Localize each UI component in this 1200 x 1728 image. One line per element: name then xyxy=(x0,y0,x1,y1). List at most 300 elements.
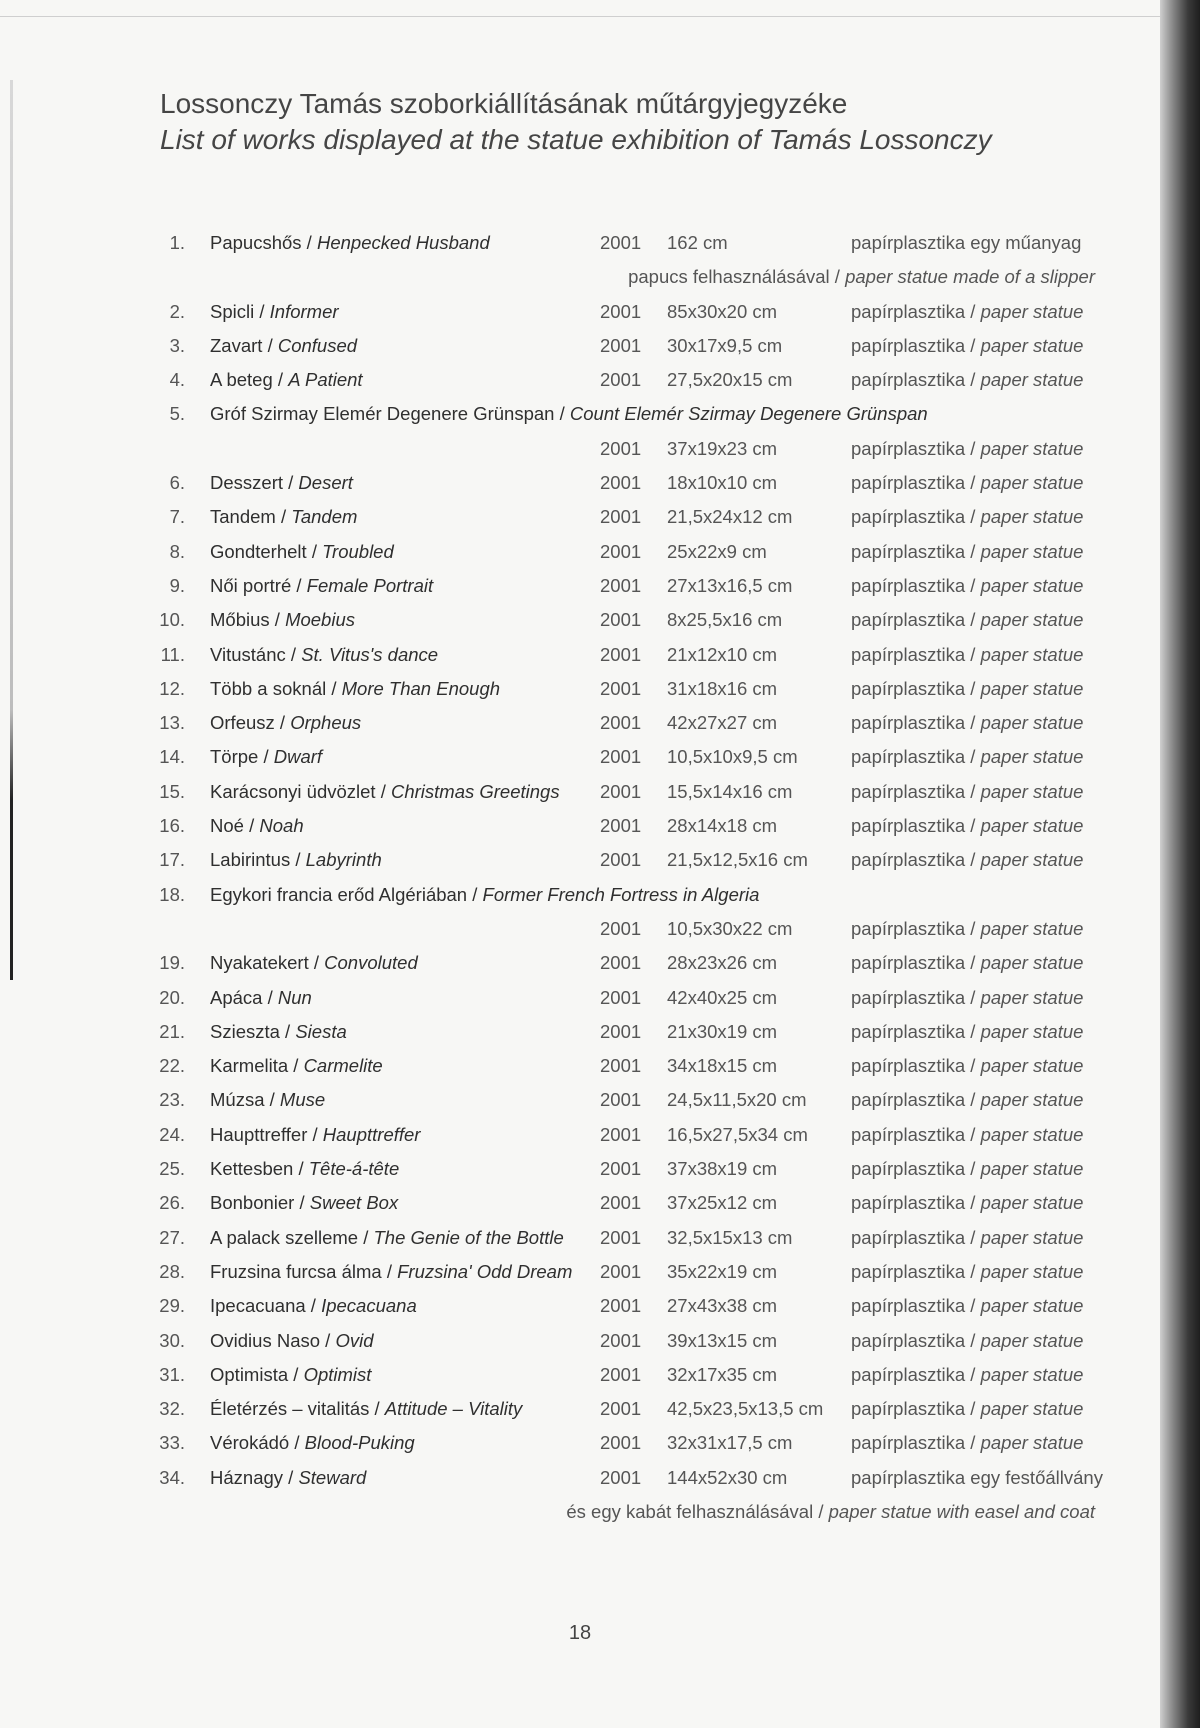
work-year: 2001 xyxy=(600,746,642,768)
work-dimensions: 162 cm xyxy=(667,232,728,253)
work-material: papírplasztika / paper statue xyxy=(851,677,1084,699)
work-material: papírplasztika / paper statue xyxy=(851,746,1084,768)
work-material: papírplasztika / paper statue xyxy=(851,780,1084,802)
work-row xyxy=(0,535,1160,569)
text-english: Troubled xyxy=(322,540,394,562)
text-english: Siesta xyxy=(295,1020,347,1042)
text-english: Labyrinth xyxy=(305,849,382,871)
work-material: papírplasztika / paper statue xyxy=(851,1123,1084,1145)
work-dimensions: 21x12x10 cm xyxy=(667,643,778,665)
work-row xyxy=(0,809,1160,843)
text-hungarian: Ovidius Naso xyxy=(210,1329,321,1351)
text-english: paper statue xyxy=(980,677,1084,699)
work-row xyxy=(0,1289,1160,1323)
work-title: Karmelita / Carmelite xyxy=(210,1055,383,1077)
work-dimensions: 10,5x10x9,5 cm xyxy=(667,746,798,768)
text-english: Ipecacuana xyxy=(321,1295,417,1317)
work-title: Múzsa / Muse xyxy=(210,1089,326,1111)
work-number: 16. xyxy=(159,815,185,837)
work-row xyxy=(0,295,1160,329)
text-hungarian: Gondterhelt xyxy=(210,540,307,562)
text-hungarian: A beteg xyxy=(210,369,273,391)
work-title: Ovidius Naso / Ovid xyxy=(210,1329,374,1351)
text-hungarian: papírplasztika xyxy=(851,369,966,391)
work-row-continued xyxy=(0,912,1160,946)
work-year: 2001 xyxy=(600,232,642,253)
work-year: 2001 xyxy=(600,1398,642,1420)
work-material: papírplasztika / paper statue xyxy=(851,574,1084,596)
text-english: paper statue xyxy=(980,1226,1084,1248)
text-english: paper statue xyxy=(980,369,1084,391)
work-year: 2001 xyxy=(600,952,642,974)
work-row xyxy=(0,569,1160,603)
work-dimensions: 21x30x19 cm xyxy=(667,1020,778,1042)
text-english: paper statue xyxy=(980,1158,1084,1180)
work-number: 34. xyxy=(159,1466,185,1488)
text-hungarian: papírplasztika xyxy=(851,677,966,699)
work-title: Fruzsina furcsa álma / Fruzsina' Odd Dream xyxy=(210,1260,573,1282)
work-material: papírplasztika / paper statue xyxy=(851,1398,1084,1420)
work-dimensions: 15,5x14x16 cm xyxy=(667,780,793,802)
text-hungarian: papírplasztika xyxy=(851,1398,966,1420)
work-row xyxy=(0,878,1160,912)
work-dimensions: 32,5x15x13 cm xyxy=(667,1226,793,1248)
work-year: 2001 xyxy=(600,986,642,1008)
text-english: Nun xyxy=(277,986,312,1008)
text-english: paper statue xyxy=(980,1123,1084,1145)
work-row xyxy=(0,1392,1160,1426)
work-dimensions: 32x31x17,5 cm xyxy=(667,1432,793,1454)
work-title: Tandem / Tandem xyxy=(210,506,358,528)
text-hungarian: Papucshős xyxy=(210,232,302,253)
work-dimensions: 34x18x15 cm xyxy=(667,1055,778,1077)
text-english: A Patient xyxy=(288,369,363,391)
title-hungarian: Lossonczy Tamás szoborkiállításának műtárgyjegyzéke xyxy=(160,88,848,119)
text-hungarian: papírplasztika xyxy=(851,1432,966,1454)
work-number: 20. xyxy=(159,986,185,1008)
text-english: Henpecked Husband xyxy=(316,232,490,253)
work-material: papírplasztika / paper statue xyxy=(851,1363,1084,1385)
text-english: paper statue xyxy=(980,609,1084,631)
work-row xyxy=(0,1255,1160,1289)
work-dimensions: 30x17x9,5 cm xyxy=(667,334,783,356)
text-english: paper statue xyxy=(980,746,1084,768)
text-hungarian: papírplasztika xyxy=(851,472,966,494)
work-number: 24. xyxy=(159,1123,185,1145)
work-material: papírplasztika / paper statue xyxy=(851,917,1084,939)
work-title: Kettesben / Tête-á-tête xyxy=(210,1158,400,1180)
work-row xyxy=(0,1358,1160,1392)
text-english: paper statue xyxy=(980,917,1084,939)
work-title: Bonbonier / Sweet Box xyxy=(210,1192,399,1214)
text-hungarian: Zavart xyxy=(210,334,263,356)
work-row xyxy=(0,638,1160,672)
text-english: Noah xyxy=(259,815,304,837)
text-english: Confused xyxy=(277,334,358,356)
text-english: paper statue xyxy=(980,472,1084,494)
text-hungarian: papírplasztika xyxy=(851,746,966,768)
text-hungarian: Fruzsina furcsa álma xyxy=(210,1260,382,1282)
text-english: paper statue xyxy=(980,1192,1084,1214)
work-dimensions: 144x52x30 cm xyxy=(667,1466,788,1488)
text-hungarian: Életérzés – vitalitás xyxy=(210,1398,370,1420)
work-dimensions: 24,5x11,5x20 cm xyxy=(667,1089,807,1111)
text-hungarian: Nyakatekert xyxy=(210,952,309,974)
work-dimensions: 37x38x19 cm xyxy=(667,1158,778,1180)
work-title: Ipecacuana / Ipecacuana xyxy=(210,1295,417,1317)
work-number: 28. xyxy=(159,1260,185,1282)
work-dimensions: 27x43x38 cm xyxy=(667,1295,778,1317)
work-year: 2001 xyxy=(600,1226,642,1248)
text-hungarian: Bonbonier xyxy=(210,1192,295,1214)
work-number: 27. xyxy=(159,1226,185,1248)
text-hungarian: papucs felhasználásával xyxy=(628,266,830,288)
work-row xyxy=(0,1221,1160,1255)
work-number: 12. xyxy=(159,677,185,699)
text-english: Optimist xyxy=(303,1363,372,1385)
work-title: Desszert / Desert xyxy=(210,472,353,494)
work-material: papírplasztika / paper statue xyxy=(851,472,1084,494)
text-hungarian: Szieszta xyxy=(210,1020,280,1042)
text-hungarian: Desszert xyxy=(210,472,283,494)
work-material: papírplasztika / paper statue xyxy=(851,369,1084,391)
work-row xyxy=(0,397,1160,431)
work-dimensions: 32x17x35 cm xyxy=(667,1363,778,1385)
work-material: papírplasztika / paper statue xyxy=(851,1260,1084,1282)
work-number: 5. xyxy=(169,403,185,425)
work-row-continued xyxy=(0,432,1160,466)
work-number: 22. xyxy=(159,1055,185,1077)
work-row-continued xyxy=(0,1495,1160,1529)
text-english: paper statue made of a slipper xyxy=(845,266,1095,288)
work-title: Zavart / Confused xyxy=(210,334,358,356)
text-hungarian: papírplasztika xyxy=(851,1329,966,1351)
work-row xyxy=(0,1118,1160,1152)
text-hungarian: papírplasztika xyxy=(851,712,966,734)
text-english: paper statue xyxy=(980,986,1084,1008)
work-material xyxy=(851,1461,1103,1495)
work-year: 2001 xyxy=(600,780,642,802)
text-english: paper statue xyxy=(980,1089,1084,1111)
work-dimensions: 35x22x19 cm xyxy=(667,1260,778,1282)
text-english: paper statue xyxy=(980,574,1084,596)
work-number: 26. xyxy=(159,1192,185,1214)
text-english: Former French Fortress in Algeria xyxy=(482,883,760,905)
text-english: Tête-á-tête xyxy=(308,1158,400,1180)
text-english: Sweet Box xyxy=(309,1192,399,1214)
text-english: Count Elemér Szirmay Degenere Grünspan xyxy=(569,403,928,425)
text-english: paper statue xyxy=(980,334,1084,356)
text-english: paper statue xyxy=(980,1020,1084,1042)
work-title: Karácsonyi üdvözlet / Christmas Greetings xyxy=(210,780,560,802)
work-title: Több a soknál / More Than Enough xyxy=(210,677,501,699)
text-english: Tandem xyxy=(291,506,358,528)
work-row xyxy=(0,981,1160,1015)
work-dimensions: 16,5x27,5x34 cm xyxy=(667,1123,808,1145)
text-hungarian: papírplasztika xyxy=(851,780,966,802)
work-title: Mőbius / Moebius xyxy=(210,609,355,631)
work-number: 19. xyxy=(159,952,185,974)
text-hungarian: Vitustánc xyxy=(210,643,286,665)
text-english: paper statue xyxy=(980,952,1084,974)
work-title: Papucshős / Henpecked Husband xyxy=(210,232,490,253)
work-number: 29. xyxy=(159,1295,185,1317)
text-hungarian: papírplasztika xyxy=(851,1363,966,1385)
text-english: Carmelite xyxy=(303,1055,383,1077)
work-title: Apáca / Nun xyxy=(210,986,312,1008)
text-english: Attitude – Vitality xyxy=(384,1398,523,1420)
work-material: papírplasztika / paper statue xyxy=(851,849,1084,871)
work-number: 11. xyxy=(160,643,185,665)
text-english: paper statue xyxy=(980,815,1084,837)
work-year: 2001 xyxy=(600,437,642,459)
work-dimensions: 42x40x25 cm xyxy=(667,986,778,1008)
work-row xyxy=(0,946,1160,980)
text-hungarian: papírplasztika xyxy=(851,643,966,665)
work-title: A palack szelleme / The Genie of the Bottle xyxy=(210,1226,564,1248)
work-title: Noé / Noah xyxy=(210,815,304,837)
work-year: 2001 xyxy=(600,1089,642,1111)
work-dimensions: 25x22x9 cm xyxy=(667,540,767,562)
text-english: Informer xyxy=(269,300,339,322)
work-dimensions: 18x10x10 cm xyxy=(667,472,778,494)
text-english: Dwarf xyxy=(273,746,323,768)
work-title: Szieszta / Siesta xyxy=(210,1020,347,1042)
work-row xyxy=(0,672,1160,706)
text-hungarian: Apáca xyxy=(210,986,263,1008)
work-row xyxy=(0,466,1160,500)
work-row xyxy=(0,1461,1160,1495)
work-dimensions: 21,5x24x12 cm xyxy=(667,506,793,528)
work-number: 21. xyxy=(159,1020,185,1042)
text-hungarian: papírplasztika xyxy=(851,1089,966,1111)
text-english: paper statue xyxy=(980,1295,1084,1317)
work-material: papírplasztika / paper statue xyxy=(851,1432,1084,1454)
work-year: 2001 xyxy=(600,849,642,871)
text-english: Fruzsina' Odd Dream xyxy=(397,1260,573,1282)
text-hungarian: Női portré xyxy=(210,574,292,596)
text-hungarian: Orfeusz xyxy=(210,712,275,734)
work-dimensions: 8x25,5x16 cm xyxy=(667,609,783,631)
text-hungarian: A palack szelleme xyxy=(210,1226,359,1248)
text-hungarian: papírplasztika xyxy=(851,952,966,974)
work-row xyxy=(0,329,1160,363)
text-english: Ovid xyxy=(335,1329,374,1351)
work-year: 2001 xyxy=(600,815,642,837)
work-title: A beteg / A Patient xyxy=(210,369,363,391)
works-list xyxy=(0,226,1160,1529)
text-hungarian: Kettesben xyxy=(210,1158,294,1180)
work-row xyxy=(0,603,1160,637)
text-hungarian: papírplasztika egy festőállvány xyxy=(851,1466,1103,1488)
work-row xyxy=(0,1015,1160,1049)
work-year: 2001 xyxy=(600,1295,642,1317)
text-hungarian: Tandem xyxy=(210,506,276,528)
work-year: 2001 xyxy=(600,1432,642,1454)
text-english: Moebius xyxy=(285,609,355,631)
text-hungarian: papírplasztika xyxy=(851,815,966,837)
work-number: 4. xyxy=(169,369,185,391)
work-number: 8. xyxy=(169,540,185,562)
work-title: Haupttreffer / Haupttreffer xyxy=(210,1123,421,1145)
text-english: Desert xyxy=(298,472,353,494)
work-material-continued: és egy kabát felhasználásával / paper statue with easel and coat xyxy=(566,1500,1095,1522)
text-english: paper statue xyxy=(980,300,1084,322)
work-title: Optimista / Optimist xyxy=(210,1363,372,1385)
work-material: papírplasztika / paper statue xyxy=(851,815,1084,837)
work-number: 2. xyxy=(169,300,185,322)
text-hungarian: papírplasztika xyxy=(851,1020,966,1042)
work-year: 2001 xyxy=(600,574,642,596)
work-year: 2001 xyxy=(600,540,642,562)
work-material: papírplasztika / paper statue xyxy=(851,506,1084,528)
work-material: papírplasztika / paper statue xyxy=(851,1020,1084,1042)
work-row xyxy=(0,843,1160,877)
text-english: paper statue xyxy=(980,849,1084,871)
text-english: Blood-Puking xyxy=(304,1432,415,1454)
work-title: Gondterhelt / Troubled xyxy=(210,540,394,562)
title-block xyxy=(160,86,992,158)
work-material: papírplasztika / paper statue xyxy=(851,1158,1084,1180)
work-dimensions: 10,5x30x22 cm xyxy=(667,917,793,939)
text-hungarian: Noé xyxy=(210,815,244,837)
work-dimensions: 27,5x20x15 cm xyxy=(667,369,793,391)
text-english: paper statue xyxy=(980,1398,1084,1420)
text-english: paper statue xyxy=(980,780,1084,802)
work-material: papírplasztika / paper statue xyxy=(851,1089,1084,1111)
work-dimensions: 28x23x26 cm xyxy=(667,952,778,974)
work-material: papírplasztika / paper statue xyxy=(851,1226,1084,1248)
work-row xyxy=(0,226,1160,260)
text-hungarian: Labirintus xyxy=(210,849,291,871)
work-material: papírplasztika / paper statue xyxy=(851,540,1084,562)
text-hungarian: papírplasztika xyxy=(851,1055,966,1077)
text-hungarian: Ipecacuana xyxy=(210,1295,306,1317)
work-row xyxy=(0,740,1160,774)
text-english: Haupttreffer xyxy=(322,1123,421,1145)
work-year: 2001 xyxy=(600,1363,642,1385)
work-title: Spicli / Informer xyxy=(210,300,339,322)
work-row xyxy=(0,1152,1160,1186)
work-material: papírplasztika / paper statue xyxy=(851,986,1084,1008)
work-year: 2001 xyxy=(600,1158,642,1180)
text-hungarian: papírplasztika xyxy=(851,574,966,596)
work-row xyxy=(0,775,1160,809)
work-number: 7. xyxy=(169,506,185,528)
work-number: 33. xyxy=(159,1432,185,1454)
work-dimensions: 42x27x27 cm xyxy=(667,712,778,734)
text-english: Convoluted xyxy=(324,952,418,974)
work-dimensions: 37x19x23 cm xyxy=(667,437,778,459)
work-row xyxy=(0,500,1160,534)
work-title: Női portré / Female Portrait xyxy=(210,574,434,596)
text-hungarian: Több a soknál xyxy=(210,677,327,699)
text-english: More Than Enough xyxy=(341,677,501,699)
book-spine-shadow xyxy=(1160,0,1200,1728)
text-english: paper statue xyxy=(980,1260,1084,1282)
text-hungarian: Karácsonyi üdvözlet xyxy=(210,780,376,802)
work-dimensions: 85x30x20 cm xyxy=(667,300,778,322)
work-year: 2001 xyxy=(600,1055,642,1077)
text-english: St. Vitus's dance xyxy=(301,643,439,665)
work-year: 2001 xyxy=(600,1466,642,1488)
text-hungarian: papírplasztika xyxy=(851,1260,966,1282)
text-english: paper statue xyxy=(980,1055,1084,1077)
text-english: paper statue xyxy=(980,506,1084,528)
work-title: Törpe / Dwarf xyxy=(210,746,323,768)
work-material: papírplasztika / paper statue xyxy=(851,1329,1084,1351)
text-english: Steward xyxy=(298,1466,367,1488)
title-english: List of works displayed at the statue exhibition of Tamás Lossonczy xyxy=(160,124,992,155)
text-hungarian: papírplasztika xyxy=(851,609,966,631)
work-material: papírplasztika / paper statue xyxy=(851,712,1084,734)
text-english: paper statue xyxy=(980,1363,1084,1385)
text-hungarian: Múzsa xyxy=(210,1089,265,1111)
text-hungarian: papírplasztika xyxy=(851,849,966,871)
text-english: Muse xyxy=(279,1089,326,1111)
text-hungarian: Háznagy xyxy=(210,1466,284,1488)
work-year: 2001 xyxy=(600,1123,642,1145)
work-title: Orfeusz / Orpheus xyxy=(210,712,362,734)
text-english: paper statue xyxy=(980,712,1084,734)
work-material: papírplasztika / paper statue xyxy=(851,334,1084,356)
text-hungarian: papírplasztika xyxy=(851,1158,966,1180)
text-hungarian: Egykori francia erőd Algériában xyxy=(210,883,468,905)
text-english: paper statue xyxy=(980,437,1084,459)
text-hungarian: papírplasztika xyxy=(851,506,966,528)
work-number: 18. xyxy=(159,883,185,905)
text-english: paper statue xyxy=(980,1329,1084,1351)
work-year: 2001 xyxy=(600,609,642,631)
work-dimensions: 27x13x16,5 cm xyxy=(667,574,793,596)
work-year: 2001 xyxy=(600,1260,642,1282)
work-material: papírplasztika / paper statue xyxy=(851,952,1084,974)
work-material: papírplasztika / paper statue xyxy=(851,1055,1084,1077)
text-hungarian: Vérokádó xyxy=(210,1432,290,1454)
work-title: Vérokádó / Blood-Puking xyxy=(210,1432,415,1454)
work-row xyxy=(0,1324,1160,1358)
text-hungarian: Törpe xyxy=(210,746,259,768)
page-number: 18 xyxy=(568,1622,592,1644)
text-hungarian: papírplasztika xyxy=(851,1123,966,1145)
work-year: 2001 xyxy=(600,712,642,734)
work-number: 13. xyxy=(159,712,185,734)
work-row xyxy=(0,363,1160,397)
work-material xyxy=(851,226,1081,260)
text-hungarian: Mőbius xyxy=(210,609,270,631)
work-number: 30. xyxy=(159,1329,185,1351)
text-hungarian: papírplasztika xyxy=(851,986,966,1008)
work-title: Egykori francia erőd Algériában / Former French Fortress in Algeria xyxy=(210,883,760,905)
work-material: papírplasztika / paper statue xyxy=(851,300,1084,322)
work-year: 2001 xyxy=(600,643,642,665)
text-hungarian: papírplasztika egy műanyag xyxy=(851,232,1082,253)
text-english: Orpheus xyxy=(290,712,362,734)
work-material-continued: papucs felhasználásával / paper statue made of a slipper xyxy=(628,266,1095,288)
text-hungarian: Spicli xyxy=(210,300,255,322)
work-year: 2001 xyxy=(600,917,642,939)
text-english: paper statue with easel and coat xyxy=(828,1500,1095,1522)
work-year: 2001 xyxy=(600,369,642,391)
work-year: 2001 xyxy=(600,334,642,356)
work-row xyxy=(0,1083,1160,1117)
work-dimensions: 31x18x16 cm xyxy=(667,677,778,699)
work-row-continued xyxy=(0,260,1160,294)
work-year: 2001 xyxy=(600,506,642,528)
text-hungarian: Gróf Szirmay Elemér Degenere Grünspan xyxy=(210,403,555,425)
work-dimensions: 21,5x12,5x16 cm xyxy=(667,849,808,871)
work-year: 2001 xyxy=(600,300,642,322)
